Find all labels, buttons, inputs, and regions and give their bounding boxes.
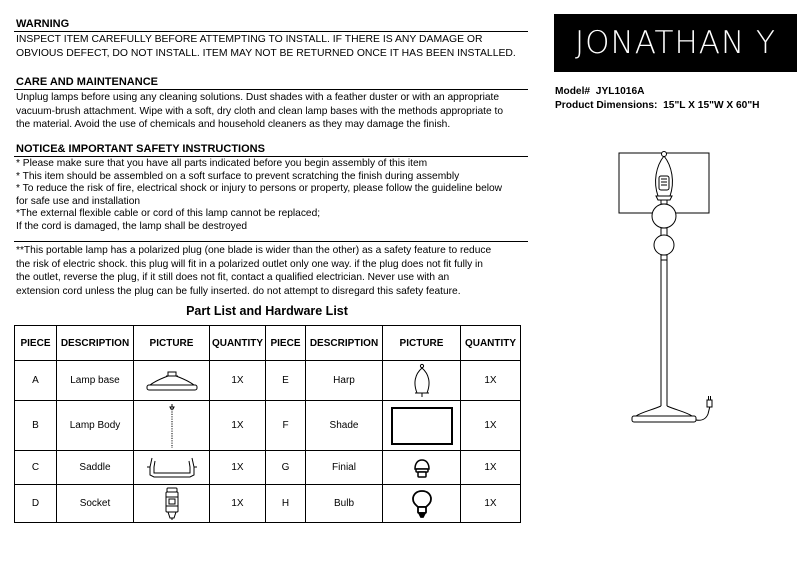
piece-cell: F <box>266 401 306 451</box>
warning-text <box>16 33 532 61</box>
care-divider <box>14 89 528 90</box>
column-header: PICTURE <box>383 326 461 361</box>
picture-cell <box>383 361 461 401</box>
column-header: QUANTITY <box>461 326 521 361</box>
shade-icon <box>391 407 453 445</box>
dimensions-label: Product Dimensions: <box>555 100 658 111</box>
brand-logo: JONATHAN Y <box>554 14 797 72</box>
safety-line: * To reduce the risk of fire, electrical shock or injury to persons or property, please follow the guideline below <box>16 183 503 194</box>
description-cell: Harp <box>306 361 383 401</box>
product-dimensions <box>555 100 760 111</box>
lamp-body-icon <box>167 403 177 449</box>
description-cell: Shade <box>306 401 383 451</box>
parts-table <box>14 325 521 523</box>
column-header: QUANTITY <box>210 326 266 361</box>
safety-divider <box>14 156 528 157</box>
plug-line: extension cord unless the plug can be fully inserted. do not attempt to disregard this safety feature. <box>16 285 461 297</box>
description-cell: Socket <box>57 485 134 523</box>
piece-cell: B <box>15 401 57 451</box>
warning-line: INSPECT ITEM CAREFULLY BEFORE ATTEMPTING TO INSTALL. IF THERE IS ANY DAMAGE OR <box>16 34 483 45</box>
quantity-cell: 1X <box>210 485 266 523</box>
quantity-cell: 1X <box>461 451 521 485</box>
safety-line: * Please make sure that you have all parts indicated before you begin assembly of this item <box>16 158 428 169</box>
safety-heading: NOTICE& IMPORTANT SAFETY INSTRUCTIONS <box>16 143 265 155</box>
quantity-cell: 1X <box>210 401 266 451</box>
finial-icon <box>411 457 433 479</box>
column-header: PIECE <box>266 326 306 361</box>
description-cell: Saddle <box>57 451 134 485</box>
warning-line: OBVIOUS DEFECT, DO NOT INSTALL. ITEM MAY NOT BE RETURNED ONCE IT HAS BEEN INSTALLED. <box>16 48 516 59</box>
safety-line: * This item should be assembled on a soft surface to prevent scratching the finish during assembly <box>16 170 460 182</box>
bulb-icon <box>411 489 433 519</box>
care-line: vacuum-brush attachment. Wipe with a soft, dry cloth and clean lamp bases with the methods appropriate to <box>16 105 503 117</box>
piece-cell: A <box>15 361 57 401</box>
model-label: Model# <box>555 86 591 97</box>
piece-cell: D <box>15 485 57 523</box>
piece-cell: G <box>266 451 306 485</box>
piece-cell: C <box>15 451 57 485</box>
plug-text <box>16 244 532 298</box>
description-cell: Lamp Body <box>57 401 134 451</box>
table-header-row <box>15 326 521 361</box>
plug-divider <box>14 241 528 242</box>
care-line: Unplug lamps before using any cleaning solutions. Dust shades with a feather duster or with an appropriate <box>16 92 500 103</box>
plug-line: **This portable lamp has a polarized plug (one blade is wider than the other) as a safety feature to reduce <box>16 245 492 256</box>
care-text <box>16 91 532 132</box>
column-header: DESCRIPTION <box>306 326 383 361</box>
quantity-cell: 1X <box>461 485 521 523</box>
care-line: the material. Avoid the use of chemicals and household cleaners as they may damage the finish. <box>16 119 451 130</box>
lamp-base-icon <box>144 368 200 394</box>
warning-heading: WARNING <box>16 18 70 30</box>
warning-divider <box>14 31 528 32</box>
table-row <box>15 485 521 523</box>
picture-cell <box>134 401 210 451</box>
table-row <box>15 361 521 401</box>
model-number <box>555 86 645 97</box>
description-cell: Lamp base <box>57 361 134 401</box>
safety-text <box>16 158 532 233</box>
safety-line: for safe use and installation <box>16 195 141 207</box>
picture-cell <box>383 485 461 523</box>
picture-cell <box>134 361 210 401</box>
description-cell: Finial <box>306 451 383 485</box>
table-row <box>15 401 521 451</box>
plug-line: the outlet, reverse the plug, if it still does not fit, contact a qualified electrician. Never use with an <box>16 272 450 283</box>
harp-icon <box>407 363 437 399</box>
picture-cell <box>134 451 210 485</box>
socket-icon <box>163 487 181 521</box>
picture-cell <box>134 485 210 523</box>
column-header: PIECE <box>15 326 57 361</box>
saddle-icon <box>146 455 198 481</box>
quantity-cell: 1X <box>210 361 266 401</box>
description-cell: Bulb <box>306 485 383 523</box>
column-header: DESCRIPTION <box>57 326 134 361</box>
dimensions-value: 15"L X 15"W X 60"H <box>663 100 760 111</box>
quantity-cell: 1X <box>461 361 521 401</box>
table-row <box>15 451 521 485</box>
picture-cell <box>383 401 461 451</box>
column-header: PICTURE <box>134 326 210 361</box>
plug-line: the risk of electric shock. this plug will fit in a polarized outlet only one way. if the plug does not fit fully in <box>16 258 483 270</box>
piece-cell: H <box>266 485 306 523</box>
floor-lamp-illustration-icon <box>612 148 722 434</box>
quantity-cell: 1X <box>210 451 266 485</box>
piece-cell: E <box>266 361 306 401</box>
safety-line: If the cord is damaged, the lamp shall be destroyed <box>16 220 248 232</box>
quantity-cell: 1X <box>461 401 521 451</box>
safety-line: *The external flexible cable or cord of this lamp cannot be replaced; <box>16 208 321 219</box>
care-heading: CARE AND MAINTENANCE <box>16 76 158 88</box>
model-value: JYL1016A <box>595 86 645 97</box>
parts-title: Part List and Hardware List <box>186 304 348 318</box>
picture-cell <box>383 451 461 485</box>
